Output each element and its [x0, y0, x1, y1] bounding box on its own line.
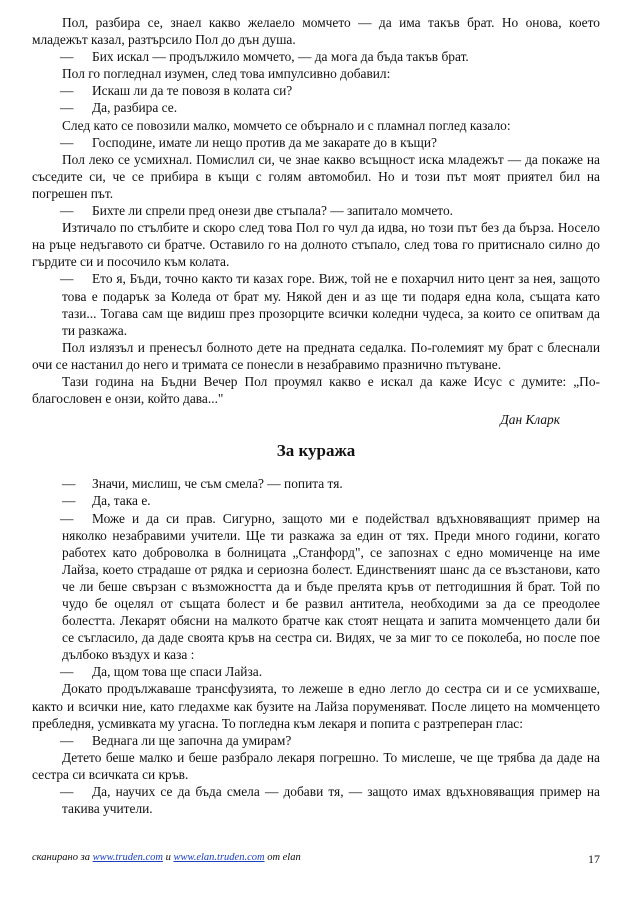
- page-number: 17: [588, 852, 600, 866]
- dialogue-line: [32, 492, 600, 509]
- footer-link-truden[interactable]: www.truden.com: [92, 852, 163, 863]
- story-courage: [32, 475, 600, 817]
- dialogue-text: Да, научих се да бъда смела — добави тя, — защото имах вдъхновяващия пример на такива учители.: [62, 784, 600, 817]
- footer-link-elan[interactable]: www.elan.truden.com: [173, 852, 265, 863]
- dialogue-dash: —: [60, 271, 74, 287]
- dialogue-line: [32, 99, 600, 116]
- page-footer: [32, 852, 600, 866]
- paragraph: Пол излязъл и пренесъл болното дете на предната седалка. По-големият му брат с блеснали очи се настанил до него и тримата се понесли в незабравимо празнично пътуване.: [32, 339, 600, 372]
- paragraph: Детето беше малко и беше разбрало лекаря погрешно. То мислеше, че ще трябва да даде на сестра си всичката си кръв.: [32, 749, 600, 782]
- dialogue-line: [32, 82, 600, 99]
- dialogue-text: Веднага ли ще започна да умирам?: [92, 732, 292, 748]
- document-page: [32, 14, 600, 817]
- dialogue-text: Да, разбира се.: [92, 100, 178, 116]
- dialogue-line: [32, 732, 600, 749]
- dialogue-line: [32, 48, 600, 65]
- dialogue-text: Бихте ли спрели пред онези две стъпала? — запитало момчето.: [92, 203, 453, 219]
- dialogue-text: Ето я, Бъди, точно както ти казах горе. Виж, той не е похарчил нито цент за нея, защото това е подарък за Коледа от брат му. Някой ден и аз ще ти подаря една кола, същата като тази... Тогава сам ще видиш през прозорците всички коледни чудеса, за които се опитвам да ти разкажа.: [62, 271, 600, 338]
- dialogue-dash: —: [60, 134, 74, 150]
- dialogue-text: Господине, имате ли нещо против да ме закарате до в къщи?: [92, 134, 437, 150]
- dialogue-dash: —: [60, 784, 74, 800]
- paragraph: Пол леко се усмихнал. Помислил си, че знае какво всъщност иска младежът — да покаже на съседите си, че се прибира в къщи с голям автомобил. Но и този път моят приятел бил на погрешен път.: [32, 151, 600, 201]
- dialogue-line: [32, 202, 600, 219]
- dialogue-text: Да, щом това ще спаси Лайза.: [92, 664, 263, 680]
- paragraph: След като се повозили малко, момчето се обърнало и с пламнал поглед казало:: [62, 117, 511, 133]
- dialogue-text: Може и да си прав. Сигурно, защото ми е подействал вдъхновяващият пример на няколко незабравими учители. Ще ти разкажа за един от тях. Преди много години, когато работех като доброволка в болницата „Станфорд", се запознах с едно момиченце на име Лайза, което страдаше от рядка и сериозна болест. Единственият шанс да се възстанови, като че ли беше свързан с възможността да и бъде прелята кръв от петгодишния й брат. Той по чудо бе оцелял от същата болест и бе развил антитела, необходими за да се преодолее болестта. Лекарят обясни на малкото братче как стоят нещата и запита момченцето дали би се съгласило, да даде своята кръв на сестра си. Видях, че за миг то се поколеба, но после пое дълбоко въздух и каза :: [62, 510, 600, 663]
- dialogue-line: [32, 663, 600, 680]
- paragraph: Тази година на Бъдни Вечер Пол проумял какво е искал да каже Исус с думите: „По-благословен е онзи, който дава...": [32, 373, 600, 407]
- dialogue-dash: —: [60, 49, 74, 65]
- dialogue-dash: —: [60, 664, 74, 680]
- dialogue-text: Бих искал — продължило момчето, — да мога да бъда такъв брат.: [92, 49, 469, 65]
- dialogue-line: [32, 510, 600, 664]
- footer-suffix: от elan: [264, 852, 301, 863]
- dialogue-text: Да, така е.: [92, 493, 151, 509]
- dialogue-dash: —: [60, 83, 74, 99]
- paragraph: Пол го погледнал изумен, след това импулсивно добавил:: [62, 66, 391, 82]
- dialogue-dash: —: [60, 100, 74, 116]
- paragraph: Изтичало по стълбите и скоро след това Пол го чул да идва, но този път без да бърза. Носело на ръце недъгавото си братче. Оставило го на долното стъпало, след това го притиснало силно до гърдите си и посочило към колата.: [32, 220, 600, 270]
- dialogue-dash: —: [62, 493, 76, 509]
- dialogue-dash: —: [60, 203, 74, 219]
- story-title: За куража: [276, 441, 356, 461]
- footer-middle: и: [162, 852, 174, 863]
- dialogue-line: [32, 270, 600, 338]
- dialogue-line: [32, 475, 600, 492]
- dialogue-line: [32, 783, 600, 817]
- dialogue-dash: —: [62, 476, 76, 492]
- footer-prefix: сканирано за: [32, 852, 93, 863]
- paragraph: Докато продължаваше трансфузията, то лежеше в едно легло до сестра си и се усмихваше, както и всички ние, като гледахме как бузите на Лайза поруменяват. После лицето на момченцето пребледня, усмивката му угасна. То погледна към лекаря и попита с разтреперан глас:: [32, 681, 600, 731]
- story-christmas-gift: [32, 14, 600, 407]
- dialogue-line: [32, 134, 600, 151]
- dialogue-dash: —: [60, 732, 74, 748]
- dialogue-text: Значи, мислиш, че съм смела? — попита тя.: [92, 476, 343, 492]
- paragraph: Пол, разбира се, знаел какво желаело момчето — да има такъв брат. Но онова, което младежът казал, разтърсило Пол до дън душа.: [32, 15, 600, 48]
- author-signature: Дан Кларк: [500, 412, 560, 428]
- dialogue-dash: —: [60, 510, 74, 526]
- dialogue-text: Искаш ли да те повозя в колата си?: [92, 83, 293, 99]
